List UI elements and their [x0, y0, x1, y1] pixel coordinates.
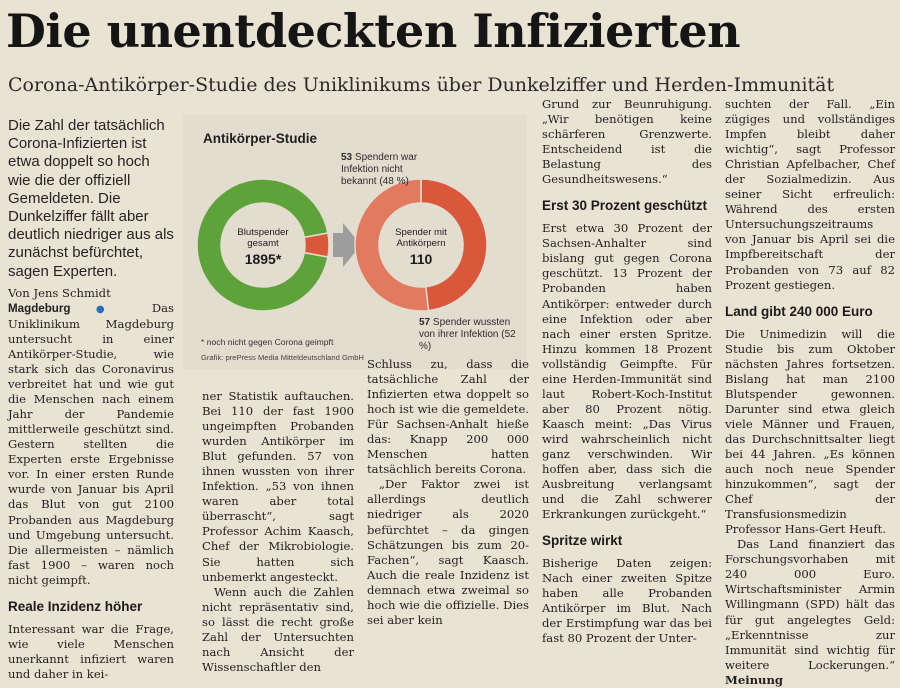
graphic-credit: Grafik: prePress Media Mitteldeutschland GmbH: [201, 353, 364, 362]
annotation-top-count: 53: [341, 152, 353, 163]
antibody-study-infographic: [183, 115, 527, 369]
article-column-4: [542, 97, 712, 647]
graphic-title: Antikörper-Studie: [203, 131, 318, 146]
annotation-top: [341, 152, 437, 188]
left-donut-label: Blutspender gesamt: [237, 227, 289, 249]
graphic-footnote: * noch nicht gegen Corona geimpft: [201, 337, 334, 347]
article-column-1: [8, 117, 174, 682]
body-paragraph: Bisherige Daten zeigen: Nach einer zweiten Spitze haben alle Probanden Antikörper im Blut. Nach der Erstimpfung war das bei fast 80 Prozent der Unter-: [542, 556, 712, 646]
right-donut-center: [386, 227, 456, 268]
body-paragraph: suchten der Fall. „Ein zügiges und vollständiges Impfen bleibt daher wichtig“, sagt Professor Christian Apfelbacher, Chef der Sozialmedizin. Aus seiner Sicht erfreulich: Während des ersten Untersuchungszeitraums von Januar bis April sei die Impfbereitschaft der Probanden von 73 auf 82 Prozent gestiegen.: [725, 97, 895, 292]
body-paragraph: Grund zur Beunruhigung. „Wir benötigen keine schärferen Grenzwerte. Entscheidend ist die Belastung des Gesundheitswesens.“: [542, 97, 712, 187]
bullet-dot-icon: ●: [95, 303, 127, 315]
body-paragraph: Die Unimedizin will die Studie bis zum Oktober nächsten Jahres fortsetzen. Bislang hat man 2100 Blutspender gewonnen. Darunter sind etwa gleich viele Männer und Frauen, das Durchschnittsalter liegt bei 44 Jahren. „Es können auch noch neue Spender hinzukommen“, sagt der Chef der Transfusionsmedizin Professor Hans-Gert Heuft.: [725, 326, 895, 537]
section-heading: Land gibt 240 000 Euro: [725, 303, 873, 319]
author-line: Von Jens Schmidt: [8, 285, 111, 300]
body-paragraph: „Der Faktor zwei ist allerdings deutlich niedriger als 2020 befürchtet – da gingen Schätzungen bis zum 20-Fachen“, sagt Kaasch. Auch die reale Inzidenz ist demnach etwa zweimal so hoch wie die offizielle. Dies sei aber kein: [367, 477, 529, 627]
body-paragraph: [8, 301, 174, 588]
left-donut-center: [228, 227, 298, 268]
left-donut-slice-2: [304, 233, 329, 257]
right-donut-label: Spender mit Antikörpern: [395, 227, 447, 249]
article-column-2: [202, 389, 354, 675]
subheadline: Corona-Antikörper-Studie des Uniklinikums über Dunkelziffer und Herden-Immunität: [8, 74, 835, 96]
section-heading: Erst 30 Prozent geschützt: [542, 198, 708, 214]
article-column-3: [367, 357, 529, 628]
body-paragraph: ner Statistik auftauchen. Bei 110 der fast 1900 ungeimpften Probanden wurden Antikörper im Blut gefunden. 57 von ihnen wussten von ihrer Infektion. „53 von ihnen waren aber total überrascht“, sagt Professor Achim Kaasch, Chef der Mikrobiologie. Sie hatten sich unbemerkt angesteckt.: [202, 389, 354, 584]
body-paragraph: Schluss zu, dass die tatsächliche Zahl der Infizierten etwa doppelt so hoch ist wie die gemeldete. Für Sachsen-Anhalt hieße das: Knapp 200 000 Menschen hatten tatsächlich bereits Corona.: [367, 357, 529, 477]
right-donut-value: 110: [409, 251, 433, 267]
dateline: Magdeburg: [8, 301, 71, 315]
annotation-bottom-text: Spender wussten von ihrer Infektion (52 %): [419, 317, 516, 352]
body-paragraph: Erst etwa 30 Prozent der Sachsen-Anhalter sind bislang gut gegen Corona geschützt. 13 Prozent der Probanden haben Antikörper: entweder durch eine Infektion oder aber nach einer ersten Spritze. Hinzu kommen 18 Prozent vollständig Geimpfte. Für eine Herden-Immunität sind laut Robert-Koch-Institut aber 80 Prozent nötig. Kaasch meint: „Das Virus wird wahrscheinlich nicht ganz verschwinden. Wir hoffen aber, dass sich die Ausbreitung verlangsamt und die Zahl schwerer Erkrankungen zurückgeht.“: [542, 221, 712, 522]
lead-paragraph: Die Zahl der tatsächlich Corona-Infizierten ist etwa doppelt so hoch wie die der offiziell Gemeldeten. Die Dunkelziffer fällt aber deutlich niedriger aus als zunächst befürchtet, sagen Experten.: [8, 117, 174, 280]
body-paragraph: [725, 537, 895, 687]
body-text: Das Uniklinikum Magdeburg untersucht in einer Antikörper-Studie, wie stark sich das Coronavirus verbreitet hat und wie gut die Menschen nach einem Jahr der Pandemie mittlerweile geschützt sind. Gestern stellten die Experten erste Ergebnisse vor. In einer ersten Runde wurde von Januar bis April das Blut von gut 2100 Probanden aus Magdeburg und Umgebung untersucht. Die allermeisten – nämlich fast 1900 – waren noch nicht geimpft.: [8, 300, 175, 587]
section-heading: Spritze wirkt: [542, 533, 623, 549]
section-heading: Reale Inzidenz höher: [8, 598, 143, 614]
body-text: Das Land finanziert das Forschungsvorhaben mit 240 000 Euro. Wirtschaftsminister Armin Willingmann (SPD) hält das für gut angelegtes Geld: „Erkenntnisse zur Immunität sind wichtig für weitere Lockerungen.“: [725, 537, 895, 672]
author-sign: Meinung: [725, 672, 784, 687]
annotation-bottom-count: 57: [419, 317, 431, 328]
annotation-top-text: Spendern war Infektion nicht bekannt (48 %): [341, 152, 418, 187]
body-paragraph: Wenn auch die Zahlen nicht repräsentativ sind, so lässt die recht große Zahl der Untersuchten nach Ansicht der Wissenschaftler den: [202, 584, 354, 674]
article-column-5: [725, 97, 895, 688]
annotation-bottom: [419, 317, 519, 353]
left-donut-value: 1895*: [244, 251, 282, 267]
body-paragraph: Interessant war die Frage, wie viele Menschen unerkannt infiziert waren und daher in kei-: [8, 621, 174, 681]
headline: Die unentdeckten Infizierten: [6, 4, 741, 58]
